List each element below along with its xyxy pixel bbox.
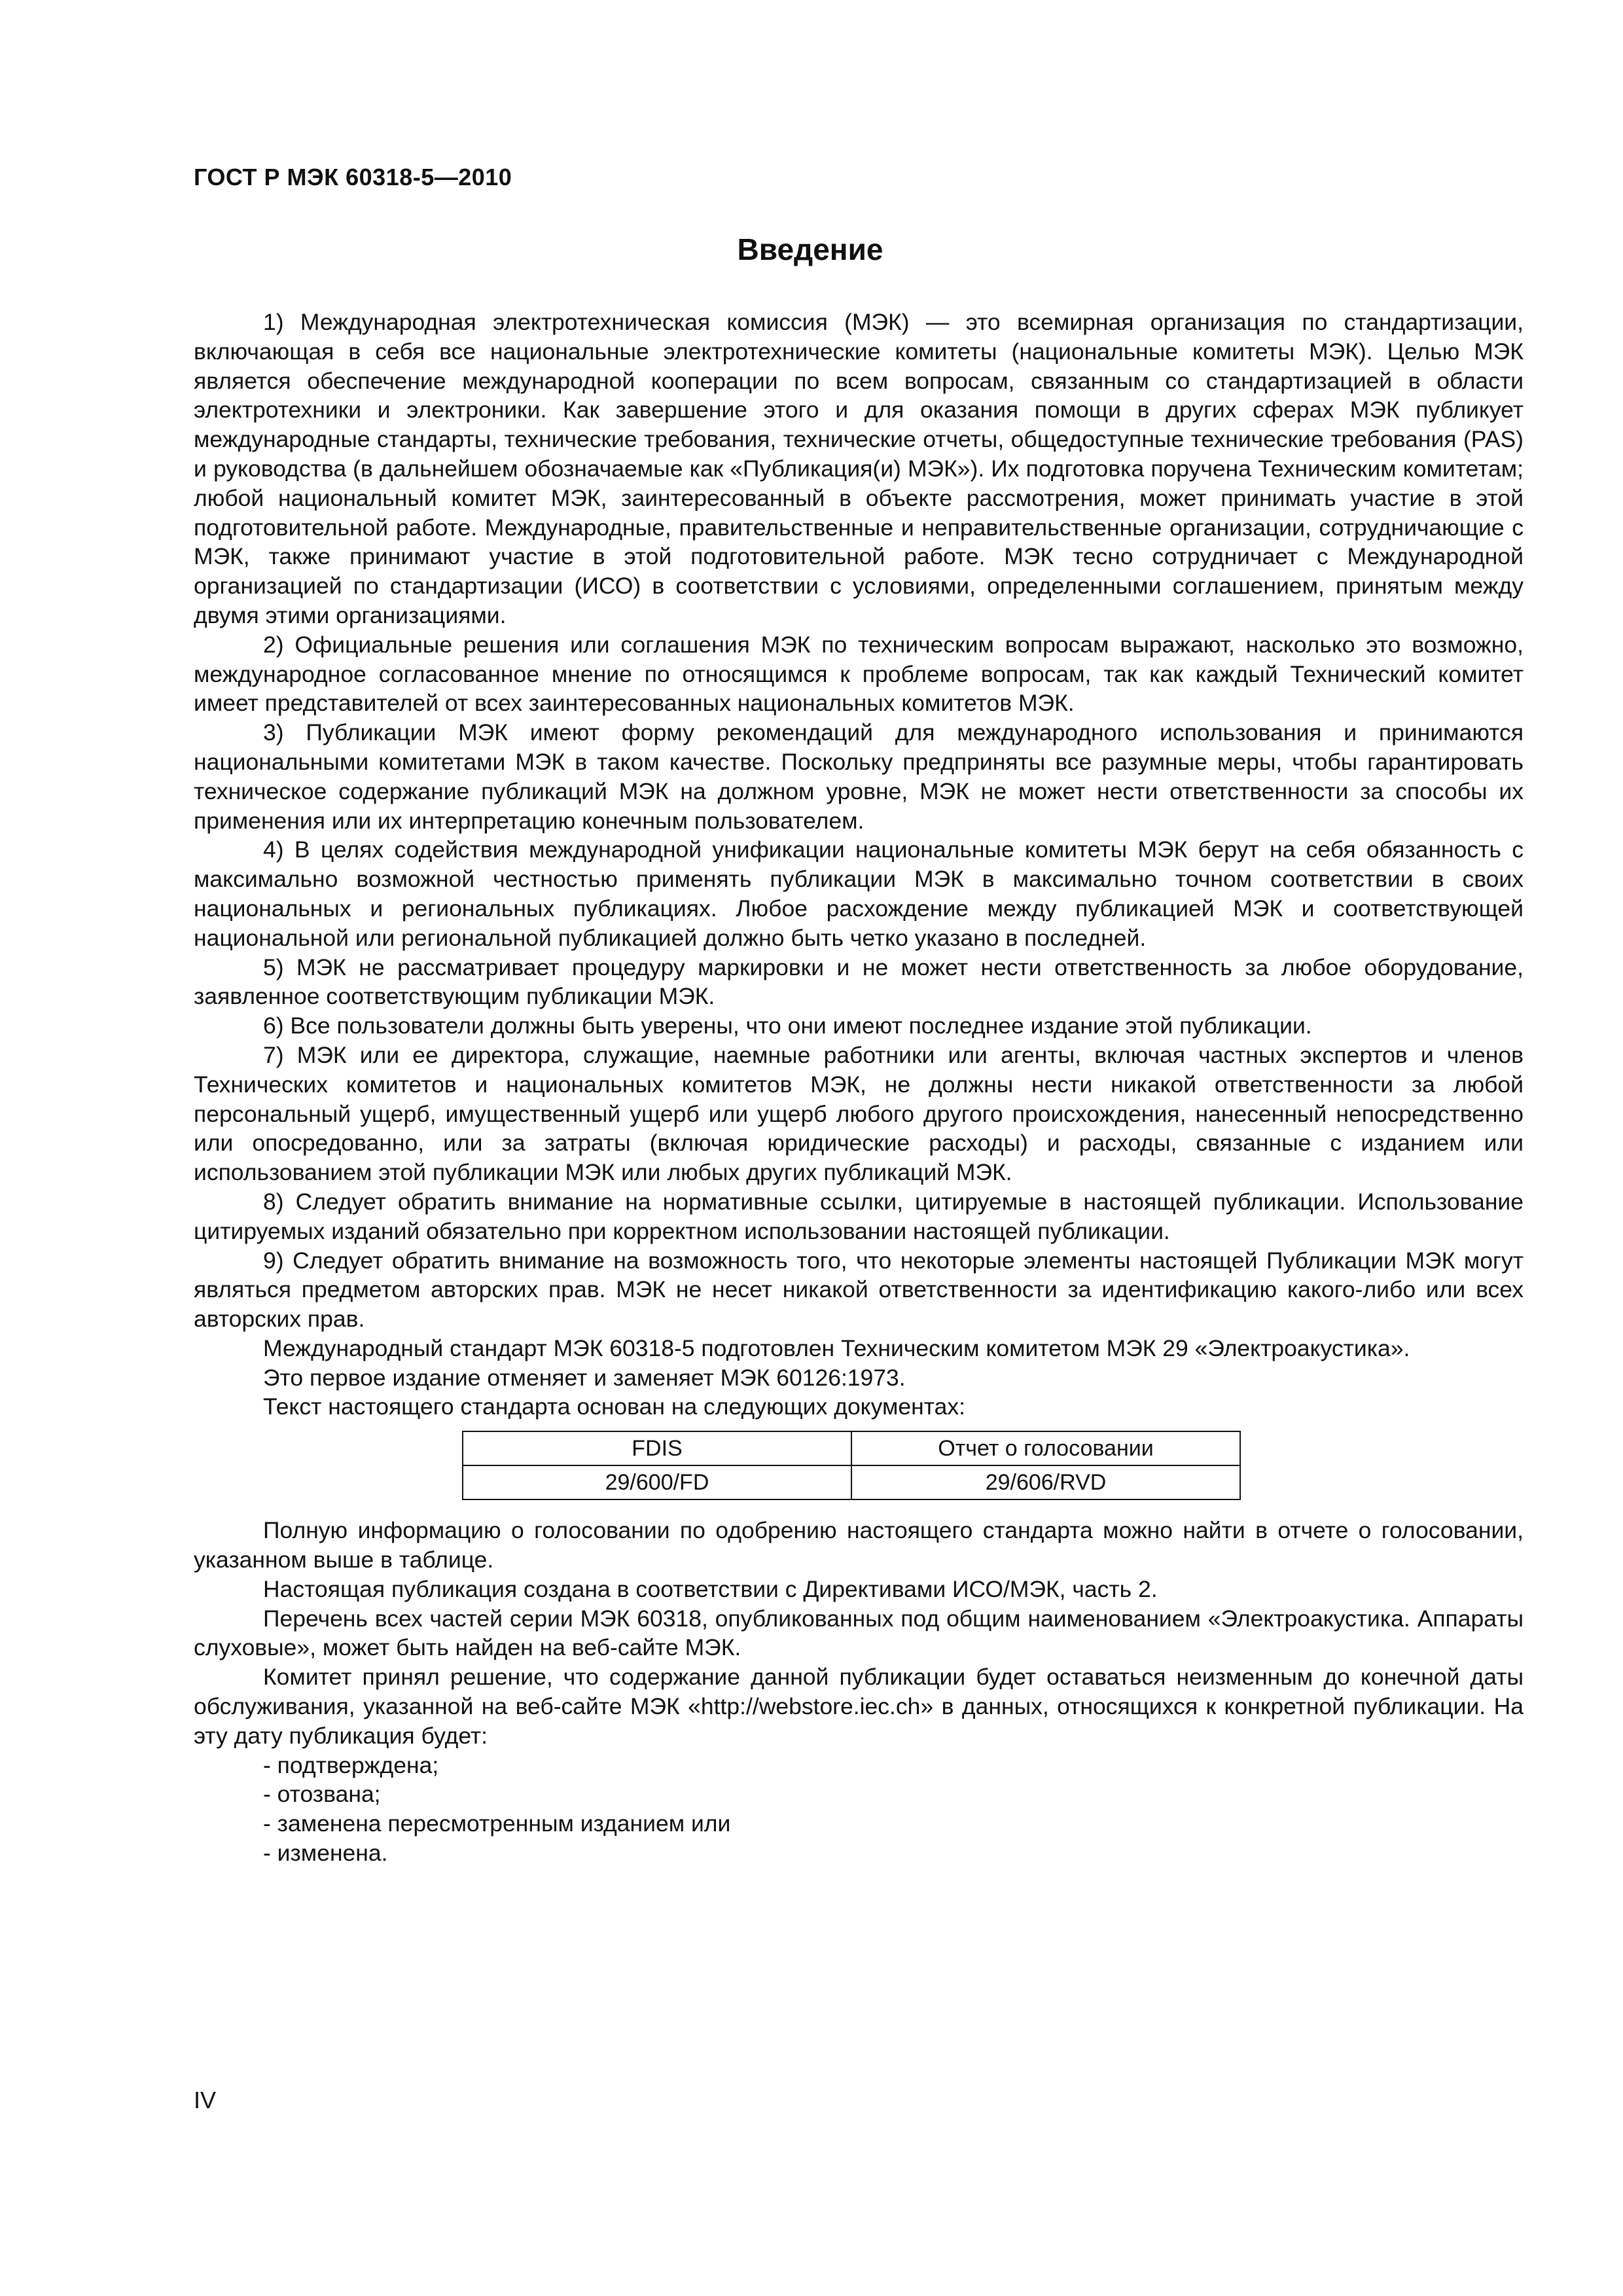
list-item: - заменена пересмотренным изданием или (263, 1810, 731, 1837)
paragraph-edition: Это первое издание отменяет и заменяет МЭК 60126:1973. (263, 1364, 906, 1391)
table-header-cell: FDIS (463, 1431, 851, 1465)
table-cell: 29/606/RVD (851, 1465, 1240, 1499)
page-title: Введение (737, 232, 883, 266)
document-body (194, 308, 1524, 1868)
paragraph-4: 4) В целях содействия международной унификации национальные комитеты МЭК берут на себя обязанность с максимально возможной честностью применять публикации МЭК в максимально точном соответствии в своих национальных и региональных публикациях. Любое расхождение между публикацией МЭК и соответствующей национальной или региональной публикацией должно быть четко указано в последней. (194, 836, 1524, 951)
paragraph-directives: Настоящая публикация создана в соответствии с Директивами ИСО/МЭК, часть 2. (263, 1575, 1158, 1602)
paragraph-based-on: Текст настоящего стандарта основан на следующих документах: (263, 1393, 965, 1420)
paragraph-prepared-by: Международный стандарт МЭК 60318-5 подготовлен Техническим комитетом МЭК 29 «Электроакустика». (263, 1335, 1410, 1361)
paragraph-committee-decision: Комитет принял решение, что содержание данной публикации будет оставаться неизменным до конечной даты обслуживания, указанной на веб-сайте МЭК «http://webstore.iec.ch» в данных, относящихся к конкретной публикации. На эту дату публикация будет: (194, 1664, 1524, 1749)
table-header-cell: Отчет о голосовании (851, 1431, 1240, 1465)
paragraph-3: 3) Публикации МЭК имеют форму рекомендаций для международного использования и принимаются национальными комитетами МЭК в таком качестве. Поскольку предприняты все разумные меры, чтобы гарантировать техническое содержание публикаций МЭК на должном уровне, МЭК не может нести ответственности за способы их применения или их интерпретацию конечным пользователем. (194, 719, 1524, 834)
table-cell: 29/600/FD (463, 1465, 851, 1499)
paragraph-5: 5) МЭК не рассматривает процедуру маркировки и не может нести ответственность за любое оборудование, заявленное соответствующим публикации МЭК. (194, 954, 1524, 1010)
voting-documents-table (462, 1431, 1241, 1500)
paragraph-6: 6) Все пользователи должны быть уверены, что они имеют последнее издание этой публикации. (263, 1013, 1312, 1039)
paragraph-2: 2) Официальные решения или соглашения МЭК по техническим вопросам выражают, насколько это возможно, международное согласованное мнение по относящимся к проблеме вопросам, так как каждый Технический комитет имеет представителей от всех заинтересованных национальных комитетов МЭК. (194, 631, 1524, 717)
paragraph-9: 9) Следует обратить внимание на возможность того, что некоторые элементы настоящей Публикации МЭК могут являться предметом авторских прав. МЭК не несет никакой ответственности за идентификацию какого-либо или всех авторских прав. (194, 1247, 1524, 1333)
table-row (463, 1465, 1240, 1499)
paragraph-8: 8) Следует обратить внимание на нормативные ссылки, цитируемые в настоящей публикации. Использование цитируемых изданий обязательно при корректном использовании настоящей публикации. (194, 1188, 1524, 1244)
list-item: - подтверждена; (263, 1751, 439, 1778)
paragraph-1: 1) Международная электротехническая комиссия (МЭК) — это всемирная организация по стандартизации, включающая в себя все национальные электротехнические комитеты (национальные комитеты МЭК). Целью МЭК является обеспечение международной кооперации по всем вопросам, связанным со стандартизацией в области электротехники и электроники. Как завершение этого и для оказания помощи в других сферах МЭК публикует международные стандарты, технические требования, технические отчеты, общедоступные технические требования (PAS) и руководства (в дальнейшем обозначаемые как «Публикация(и) МЭК»). Их подготовка поручена Техническим комитетам; любой национальный комитет МЭК, заинтересованный в объекте рассмотрения, может принимать участие в этой подготовительной работе. Международные, правительственные и неправительственные организации, сотрудничающие с МЭК, также принимают участие в этой подготовительной работе. МЭК тесно сотрудничает с Международной организацией по стандартизации (ИСО) в соответствии с условиями, определенными соглашением, принятым между двумя этими организациями. (194, 309, 1524, 628)
table-header-row (463, 1431, 1240, 1465)
outcome-list (194, 1751, 1524, 1868)
paragraph-voting-info: Полную информацию о голосовании по одобрению настоящего стандарта можно найти в отчете о голосовании, указанном выше в таблице. (194, 1517, 1524, 1573)
list-item: - отозвана; (263, 1781, 381, 1808)
page-number: IV (194, 2087, 217, 2113)
paragraph-7: 7) МЭК или ее директора, служащие, наемные работники или агенты, включая частных экспертов и членов Технических комитетов и национальных комитетов МЭК, не должны нести никакой ответственности за любой персональный ущерб, имущественный ущерб или ущерб любого другого происхождения, нанесенный непосредственно или опосредованно, или за затраты (включая юридические расходы) и расходы, связанные с изданием или использованием этой публикации МЭК или любых других публикаций МЭК. (194, 1041, 1524, 1186)
document-code: ГОСТ Р МЭК 60318-5—2010 (194, 164, 512, 190)
list-item: - изменена. (263, 1840, 388, 1867)
paragraph-series-list: Перечень всех частей серии МЭК 60318, опубликованных под общим наименованием «Электроакустика. Аппараты слуховые», может быть найден на веб-сайте МЭК. (194, 1605, 1524, 1661)
